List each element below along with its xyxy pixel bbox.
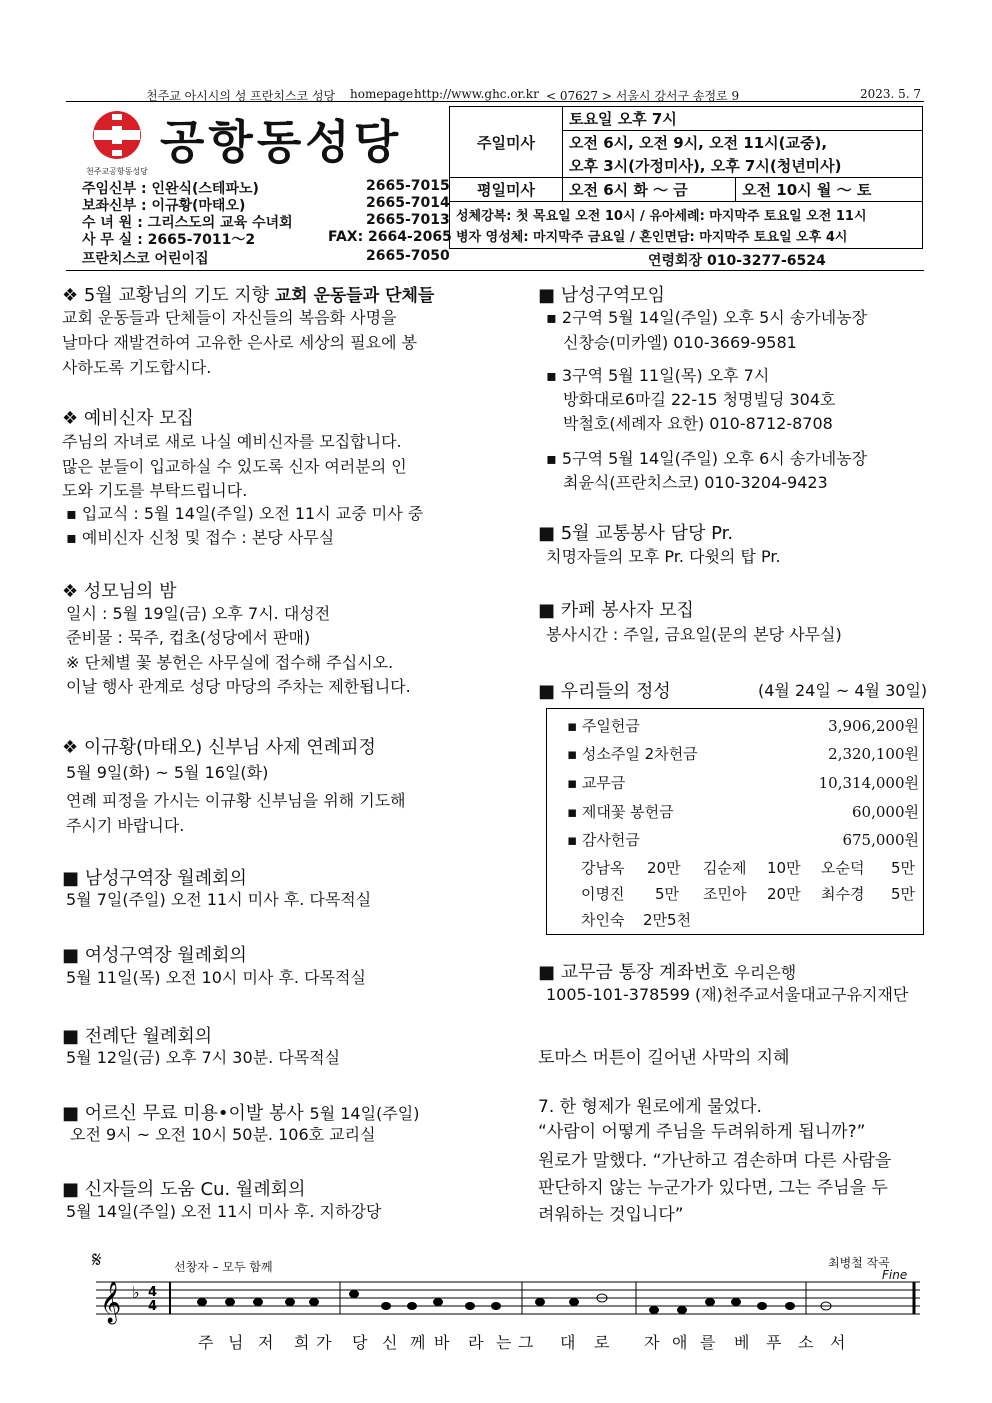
- lyric-syllable: 애: [672, 1333, 688, 1352]
- weekday-mass-time: 오전 10시 월 ～ 토: [736, 178, 923, 202]
- text-line: 이날 행사 관계로 성당 마당의 주차는 제한됩니다.: [66, 677, 411, 696]
- offering-period: (4월 24일 ~ 4월 30일): [758, 681, 928, 700]
- section-heading: ■ 우리들의 정성: [538, 681, 671, 702]
- donor-name: 오순덕: [821, 859, 865, 877]
- diamond-bullet-icon: ❖: [62, 285, 84, 306]
- square-bullet-icon: ■: [538, 523, 561, 544]
- text-line: 5월 11일(목) 오전 10시 미사 후. 다목적실: [66, 968, 366, 987]
- section-heading: ❖ 5월 교황님의 기도 지향 교회 운동들과 단체들: [62, 285, 435, 306]
- lyric-syllable: 저: [258, 1333, 274, 1352]
- staff-phone: FAX: 2664-2065: [328, 229, 452, 245]
- text-line: 5월 9일(화) ~ 5월 16일(화): [66, 763, 269, 782]
- section-heading: ■ 전례단 월례회의: [62, 1026, 213, 1047]
- square-bullet-icon: ■: [538, 285, 561, 306]
- square-bullet-icon: ■: [62, 945, 85, 966]
- staff-phone: 2665-7013: [366, 212, 450, 228]
- svg-text:𝄞: 𝄞: [100, 1282, 122, 1323]
- svg-text:4: 4: [148, 1285, 158, 1300]
- text-line: 방화대로6마길 22-15 청명빌딩 304호: [563, 390, 836, 409]
- text-line: 치명자들의 모후 Pr. 다윗의 탑 Pr.: [546, 547, 781, 566]
- donor-amount: 5만: [655, 885, 680, 903]
- header-rule: [66, 101, 924, 102]
- text-line: ※ 단체별 꽃 봉헌은 사무실에 접수해 주십시오.: [66, 653, 394, 672]
- logo-caption: 천주교공항동성당: [86, 167, 148, 176]
- text-line: 날마다 재발견하여 고유한 은사로 세상의 필요에 봉: [62, 333, 418, 352]
- text-line: 많은 분들이 입교하실 수 있도록 신자 여러분의 인: [62, 457, 407, 476]
- square-bullet-icon: ■: [538, 600, 561, 621]
- square-bullet-icon: ■: [538, 681, 561, 702]
- section-heading: ❖ 예비신자 모집: [62, 408, 194, 429]
- text-line: 원로가 말했다. “가난하고 겸손하며 다른 사람을: [538, 1151, 892, 1171]
- address: < 07627 > 서울시 강서구 송정로 9: [546, 89, 740, 103]
- mass-schedule-table: [449, 106, 923, 249]
- svg-text:♭: ♭: [132, 1283, 140, 1302]
- diamond-bullet-icon: ❖: [62, 737, 84, 758]
- lyric-syllable: 님: [228, 1333, 244, 1352]
- sunday-mass-line: 토요일 오후 7시: [563, 107, 923, 131]
- account-number: 1005-101-378599 (재)천주교서울대교구유지재단: [546, 985, 909, 1004]
- weekday-mass-time: 오전 6시 화 ～ 금: [563, 178, 736, 202]
- parish-title: 공항동성당: [160, 115, 403, 169]
- text-line: 주시기 바랍니다.: [66, 816, 185, 835]
- donor-amount: 5만: [891, 885, 916, 903]
- text-line: 7. 한 형제가 원로에게 물었다.: [538, 1097, 762, 1117]
- section-heading: ■ 어르신 무료 미용•이발 봉사 5월 14일(주일): [62, 1103, 420, 1124]
- sacrament-info: 병자 영성체: 마지막주 금요일 / 혼인면담: 마지막주 토요일 오후 4시: [450, 225, 923, 249]
- lyric-syllable: 대: [560, 1333, 576, 1352]
- offering-table: ▪ 주일헌금 3,906,200원 ▪ 성소주일 2차헌금 2,320,100원 ▪ 교무금 10,314,000원 ▪ 제대꽃 봉헌금 60,000원 ▪ 감사헌금 675,000원 강남옥 20만 김순제 10만 오순덕 5만 이명진 5만 조민아 20만 최수경 5만 차인숙 2만5천: [546, 708, 924, 935]
- lyric-syllable: 자: [644, 1333, 660, 1352]
- donor-name: 강남옥: [581, 859, 625, 877]
- text-line: “사람이 어떻게 주님을 두려워하게 됩니까?”: [538, 1122, 866, 1142]
- parish-info: 천주교 아시시의 성 프란치스코 성당: [146, 89, 336, 103]
- donor-name: 이명진: [581, 885, 625, 903]
- list-item: ▪ 5구역 5월 14일(주일) 오후 6시 송가네농장: [546, 449, 868, 468]
- donor-amount: 5만: [891, 859, 916, 877]
- staff-role: 주임신부 : 인완식(스테파노): [82, 181, 259, 197]
- staff-list: [82, 178, 452, 268]
- staff-phone: 2665-7014: [366, 195, 450, 211]
- list-item: ▪ 2구역 5월 14일(주일) 오후 5시 송가네농장: [546, 308, 868, 327]
- lyric-syllable: 는: [496, 1333, 512, 1352]
- square-bullet-icon: ■: [62, 868, 85, 889]
- weekday-mass-label: 평일미사: [450, 178, 563, 202]
- composer-label: 최병철 작곡: [828, 1256, 890, 1270]
- lyric-syllable: 를: [700, 1333, 716, 1352]
- lyric-syllable: 라: [468, 1333, 484, 1352]
- list-item: ▪ 3구역 5월 11일(목) 오후 7시: [546, 366, 770, 385]
- staff-role: 사 무 실 : 2665-7011～2: [82, 232, 256, 248]
- text-line: 신창승(미카엘) 010-3669-9581: [563, 333, 797, 352]
- lyric-syllable: 베: [734, 1333, 750, 1352]
- lyric-syllable: 푸: [766, 1333, 782, 1352]
- section-heading: ■ 카페 봉사자 모집: [538, 600, 694, 621]
- section-heading: ❖ 성모님의 밤: [62, 581, 177, 602]
- sacrament-info: 성체강복: 첫 목요일 오전 10시 / 유아세례: 마지막주 토요일 오전 11시: [450, 202, 923, 226]
- text-line: 주님의 자녀로 새로 나실 예비신자를 모집합니다.: [62, 432, 402, 451]
- square-bullet-icon: ■: [538, 962, 561, 983]
- lyric-syllable: 신: [382, 1333, 398, 1352]
- lyric-syllable: 바: [434, 1333, 450, 1352]
- list-item: ▪ 예비신자 신청 및 접수 : 본당 사무실: [66, 528, 335, 547]
- lyrics-line: [186, 1330, 906, 1354]
- section-heading: ■ 신자들의 도움 Cu. 월례회의: [62, 1179, 306, 1200]
- text-line: 봉사시간 : 주일, 금요일(문의 본당 사무실): [546, 625, 842, 644]
- donor-name: 조민아: [703, 885, 747, 903]
- section-rule: [66, 270, 924, 271]
- church-logo: [84, 108, 150, 168]
- section-heading: 토마스 머튼이 길어낸 사막의 지혜: [538, 1048, 790, 1068]
- text-line: 5월 12일(금) 오후 7시 30분. 다목적실: [66, 1048, 341, 1067]
- lyric-syllable: 주: [198, 1333, 214, 1352]
- text-line: 오전 9시 ~ 오전 10시 50분. 106호 교리실: [70, 1125, 376, 1144]
- donor-name: 최수경: [821, 885, 865, 903]
- text-line: 준비물 : 묵주, 컵초(성당에서 판매): [66, 628, 311, 647]
- sunday-mass-line: 오후 3시(가정미사), 오후 7시(청년미사): [563, 154, 923, 178]
- lyric-syllable: 가: [316, 1333, 332, 1352]
- lyric-syllable: 께: [410, 1333, 426, 1352]
- text-line: 최윤식(프란치스코) 010-3204-9423: [563, 473, 828, 492]
- homepage-link[interactable]: http://www.ghc.or.kr: [414, 87, 539, 101]
- staff-phone: 2665-7015: [366, 178, 450, 194]
- homepage-label: homepage: [350, 87, 414, 101]
- lyric-syllable: 서: [830, 1333, 846, 1352]
- section-heading: ❖ 이규황(마태오) 신부님 사제 연례피정: [62, 737, 376, 758]
- donor-name: 김순제: [703, 859, 747, 877]
- svg-text:4: 4: [148, 1299, 158, 1314]
- issue-date: 2023. 5. 7: [860, 87, 922, 101]
- lyric-syllable: 소: [798, 1333, 814, 1352]
- square-bullet-icon: ■: [62, 1179, 85, 1200]
- text-line: 일시 : 5월 19일(금) 오후 7시. 대성전: [66, 604, 331, 623]
- text-line: 박철호(세례자 요한) 010-8712-8708: [563, 414, 833, 433]
- text-line: 판단하지 않는 누군가가 있다면, 그는 주님을 두: [538, 1178, 888, 1198]
- text-line: 5월 14일(주일) 오전 11시 미사 후. 지하강당: [66, 1202, 382, 1221]
- performers-label: 선창자 – 모두 함께: [174, 1260, 273, 1274]
- donor-name: 차인숙: [581, 911, 625, 929]
- segno-icon: 𝄋: [92, 1248, 102, 1273]
- lyric-syllable: 당: [352, 1333, 368, 1352]
- square-bullet-icon: ■: [62, 1103, 85, 1124]
- donor-amount: 2만5천: [643, 911, 692, 929]
- section-heading: ■ 교무금 통장 계좌번호 우리은행: [538, 962, 797, 983]
- text-line: 려워하는 것입니다”: [538, 1205, 684, 1225]
- staff-role: 보좌신부 : 이규황(마태오): [82, 198, 246, 214]
- donor-amount: 20만: [647, 859, 681, 877]
- lyric-syllable: 희: [294, 1333, 310, 1352]
- text-line: 사하도록 기도합시다.: [62, 358, 212, 377]
- music-score: [90, 1248, 920, 1358]
- donor-amount: 10만: [767, 859, 801, 877]
- section-heading: ■ 남성구역장 월례회의: [62, 868, 247, 889]
- text-line: 연례 피정을 가시는 이규황 신부님을 위해 기도해: [66, 791, 406, 810]
- fine-label: Fine: [882, 1268, 908, 1282]
- list-item: ▪ 입교식 : 5월 14일(주일) 오전 11시 교중 미사 중: [66, 504, 424, 523]
- text-line: 5월 7일(주일) 오전 11시 미사 후. 다목적실: [66, 890, 372, 909]
- section-heading: ■ 여성구역장 월례회의: [62, 945, 247, 966]
- section-heading: ■ 5월 교통봉사 담당 Pr.: [538, 523, 734, 544]
- council-contact: 연령회장 010-3277-6524: [648, 253, 826, 269]
- diamond-bullet-icon: ❖: [62, 581, 84, 602]
- lyric-syllable: 그: [518, 1333, 534, 1352]
- square-bullet-icon: ■: [62, 1026, 85, 1047]
- staff-phone: 2665-7050: [366, 248, 450, 264]
- section-heading: ■ 남성구역모임: [538, 285, 666, 306]
- diamond-bullet-icon: ❖: [62, 408, 84, 429]
- text-line: 교회 운동들과 단체들이 자신들의 복음화 사명을: [62, 308, 397, 327]
- sunday-mass-label: 주일미사: [450, 107, 563, 178]
- staff-role: 프란치스코 어린이집: [82, 251, 209, 267]
- sunday-mass-line: 오전 6시, 오전 9시, 오전 11시(교중),: [563, 131, 923, 155]
- donor-amount: 20만: [767, 885, 801, 903]
- staff-lines: [90, 1276, 920, 1330]
- lyric-syllable: 로: [594, 1333, 610, 1352]
- staff-role: 수 녀 원 : 그리스도의 교육 수녀회: [82, 215, 293, 231]
- text-line: 도와 기도를 부탁드립니다.: [62, 481, 248, 500]
